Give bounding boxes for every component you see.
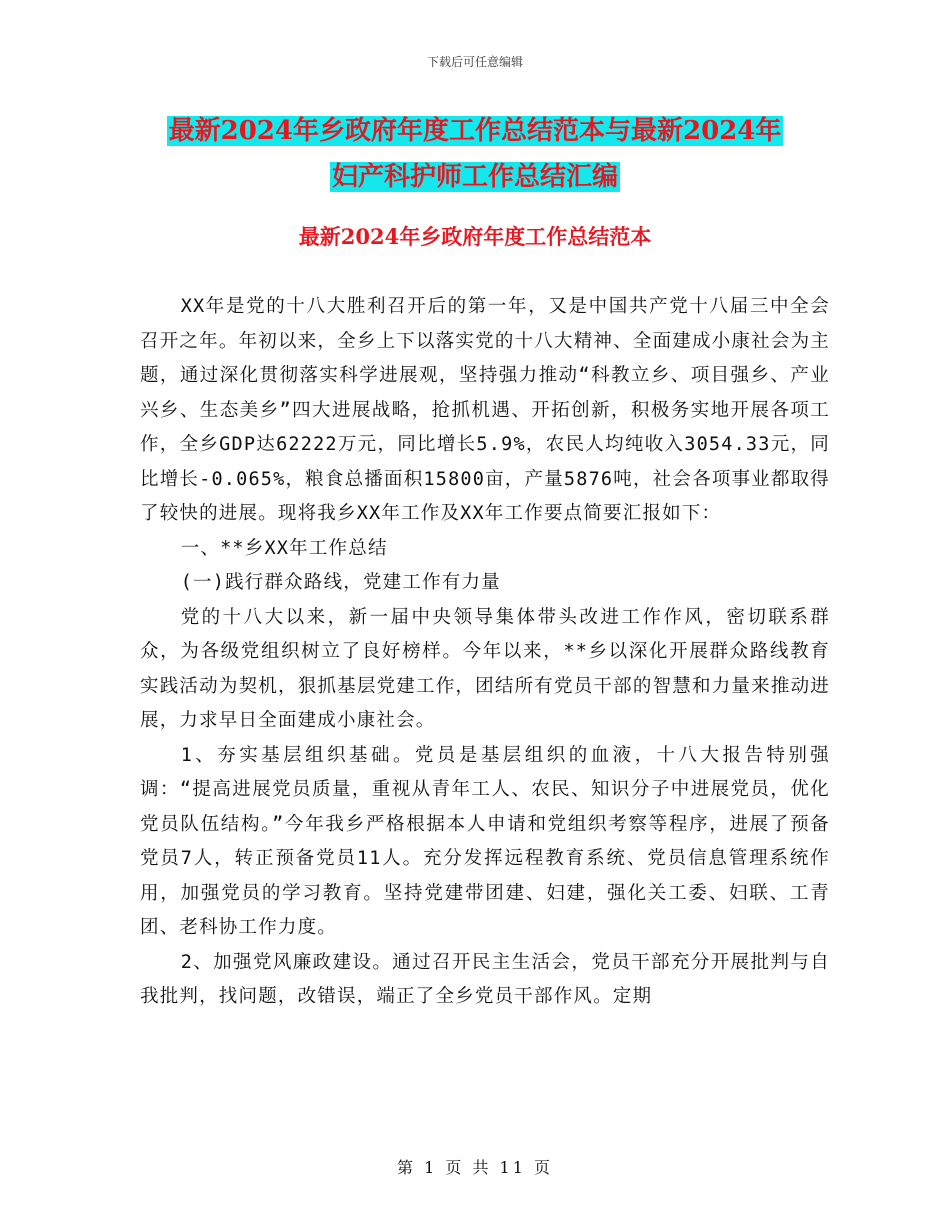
document-title-line-1: 最新2024年乡政府年度工作总结范本与最新2024年 <box>168 116 782 146</box>
heading-subsection-one: (一)践行群众路线，党建工作有力量 <box>180 572 501 593</box>
paragraph-party-building: 党的十八大以来，新一届中央领导集体带头改进工作作风，密切联系群众，为各级党组织树立了良好榜样。今年以来，**乡以深化开展群众路线教育实践活动为契机，狠抓基层党建工作，团结所有党员干部的智慧和力量来推动进展，力求早日全面建成小康社会。 <box>140 606 830 731</box>
paragraph-item-1: 1、夯实基层组织基础。党员是基层组织的血液，十八大报告特别强调：“提高进展党员质量，重视从青年工人、农民、知识分子中进展党员，优化党员队伍结构。”今年我乡严格根据本人申请和党组织考察等程序，进展了预备党员7人，转正预备党员11人。充分发挥远程教育系统、党员信息管理系统作用，加强党员的学习教育。坚持党建带团建、妇建，强化关工委、妇联、工青团、老科协工作力度。 <box>140 744 830 938</box>
heading-part-one: 一、**乡XX年工作总结 <box>180 537 388 559</box>
paragraph-item-2: 2、加强党风廉政建设。通过召开民主生活会，党员干部充分开展批判与自我批判，找问题，改错误，端正了全乡党员干部作风。定期 <box>140 951 830 1007</box>
document-title <box>0 108 950 200</box>
document-body <box>140 290 830 1015</box>
header-note: 下载后可任意编辑 <box>426 55 523 69</box>
document-title-line-2: 妇产科护师工作总结汇编 <box>331 162 618 192</box>
section-title: 最新2024年乡政府年度工作总结范本 <box>298 224 652 249</box>
page-number: 第 1 页 共 11 页 <box>397 1158 553 1177</box>
paragraph-intro: XX年是党的十八大胜利召开后的第一年，又是中国共产党十八届三中全会召开之年。年初以来，全乡上下以落实党的十八大精神、全面建成小康社会为主题，通过深化贯彻落实科学进展观，坚持强力推动“科教立乡、项目强乡、产业兴乡、生态美乡”四大进展战略，抢抓机遇、开拓创新，积极务实地开展各项工作，全乡GDP达62222万元，同比增长5.9%，农民人均纯收入3054.33元，同比增长-0.065%，粮食总播面积15800亩，产量5876吨，社会各项事业都取得了较快的进展。现将我乡XX年工作及XX年工作要点简要汇报如下： <box>140 296 830 524</box>
